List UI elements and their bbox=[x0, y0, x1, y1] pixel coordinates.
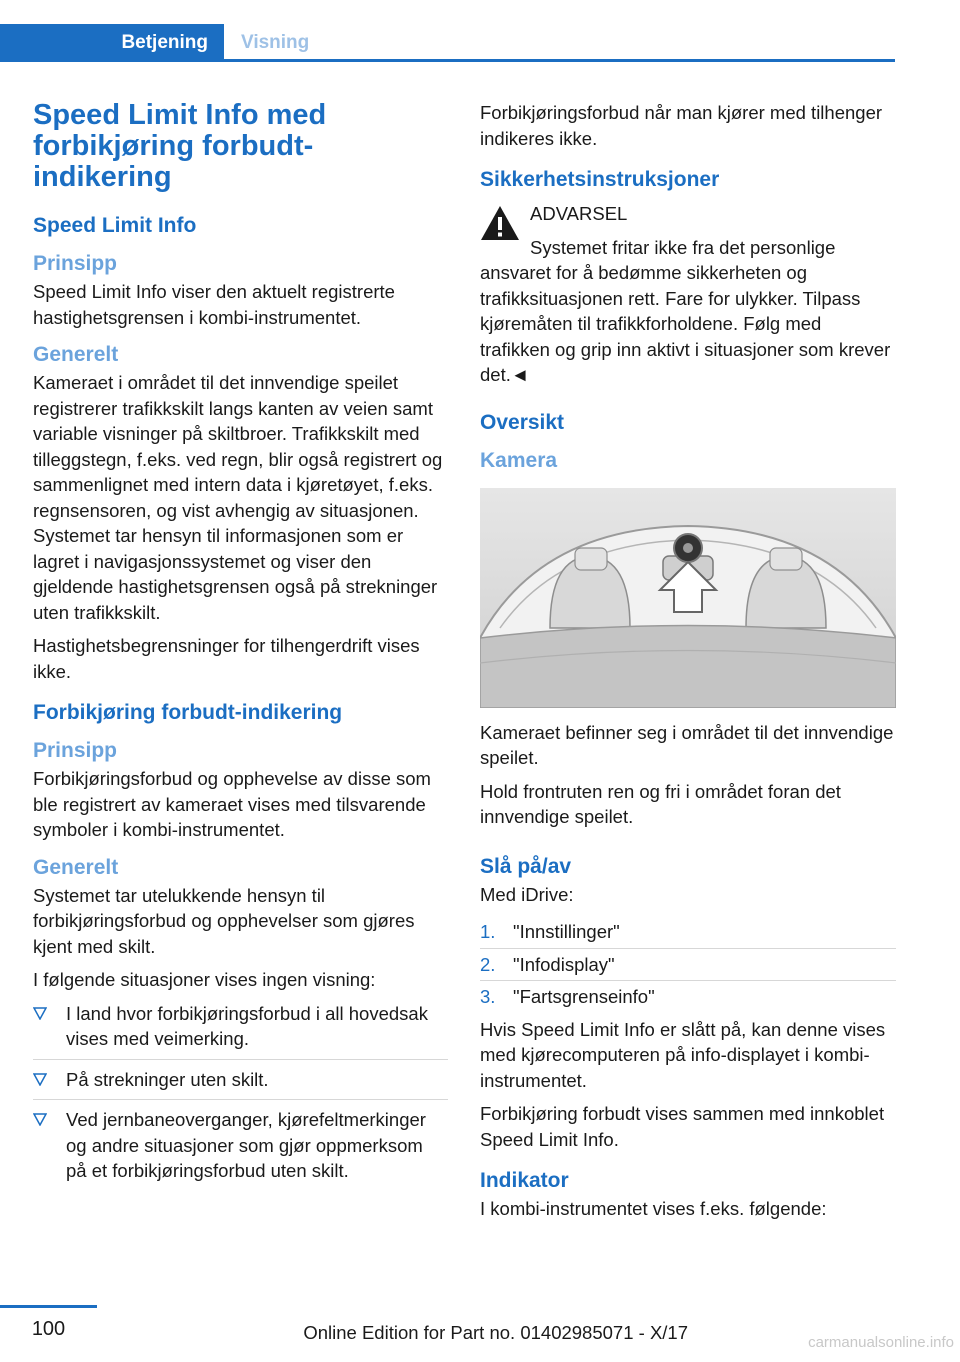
page-title: Speed Limit Info med forbikjøring forbudt-indikering bbox=[33, 99, 327, 193]
indicator-text: I kombi-instrumentet vises f.eks. følgende: bbox=[480, 1198, 827, 1219]
page-number: 100 bbox=[31, 1318, 66, 1340]
list-item: På strekninger uten skilt. bbox=[33, 1067, 448, 1101]
step-number: 1. bbox=[480, 921, 496, 942]
tab-visning[interactable]: Visning bbox=[241, 32, 310, 53]
trailer-overtaking-note: Forbikjøringsforbud når man kjører med tilhenger indikeres ikke. bbox=[480, 102, 883, 149]
subheading-principle: Prinsipp bbox=[33, 252, 118, 275]
list-item bbox=[480, 952, 896, 982]
no-display-list bbox=[33, 1001, 448, 1191]
combined-display-text: Forbikjøring forbudt vises sammen med innkoblet Speed Limit Info. bbox=[480, 1103, 885, 1150]
step-number: 3. bbox=[480, 986, 496, 1007]
onboard-computer-text: Hvis Speed Limit Info er slått på, kan denne vises med kjørecomputeren på info-displayet i kombi-instrumentet. bbox=[480, 1018, 886, 1091]
step-label: "Fartsgrenseinfo" bbox=[513, 986, 655, 1007]
triangle-bullet-icon bbox=[33, 1112, 47, 1126]
tab-bar-rule bbox=[0, 59, 895, 62]
subheading-general-2: Generelt bbox=[33, 855, 119, 879]
footer-rule bbox=[0, 1305, 97, 1308]
section-heading-speed-limit-info: Speed Limit Info bbox=[33, 214, 197, 237]
principle-text-2: Forbikjøringsforbud og opphevelse av disse som ble registrert av kameraet vises med tilsvarende symboler i kombi-instrumentet. bbox=[33, 768, 431, 840]
section-heading-overtaking: Forbikjøring forbudt-indikering bbox=[33, 701, 343, 724]
step-label: "Innstillinger" bbox=[513, 921, 620, 942]
warning-text: Systemet fritar ikke fra det personlige ansvaret for å bedømme sikkerheten og trafikksituasjonen rett. Fare for ulykker. Tilpass kjøremåten til trafikkforholdene. Følg med trafikken og grip inn aktivt i situasjoner som krever det.◄ bbox=[480, 236, 891, 385]
principle-text: Speed Limit Info viser den aktuelt registrerte hastighetsgrensen i kombi-instrumentet. bbox=[33, 281, 395, 328]
no-display-intro: I følgende situasjoner vises ingen visning: bbox=[33, 969, 376, 990]
tab-betjening[interactable]: Betjening bbox=[0, 24, 224, 62]
subheading-general: Generelt bbox=[33, 343, 119, 366]
triangle-bullet-icon bbox=[33, 1072, 47, 1086]
section-heading-safety: Sikkerhetsinstruksjoner bbox=[480, 168, 720, 191]
section-heading-indicator: Indikator bbox=[480, 1169, 569, 1192]
list-item bbox=[480, 984, 896, 1013]
camera-location-illustration bbox=[480, 488, 896, 708]
warning-block bbox=[480, 201, 896, 388]
general-text-2: Systemet tar utelukkende hensyn til forbikjøringsforbud og opphevelser som gjøres kjent med skilt. bbox=[33, 884, 415, 957]
step-number: 2. bbox=[480, 953, 496, 975]
chapter-tab-bar bbox=[0, 24, 895, 62]
idrive-text: Med iDrive: bbox=[480, 883, 574, 905]
triangle-bullet-icon bbox=[33, 1006, 47, 1020]
section-heading-overview: Oversikt bbox=[480, 410, 565, 434]
camera-clean-text: Hold frontruten ren og fri i området foran det innvendige speilet. bbox=[480, 780, 841, 827]
list-item: Ved jernbaneoverganger, kjørefeltmerkinger og andre situasjoner som gjør oppmerksom på et forbikjøringsforbud uten skilt. bbox=[33, 1107, 448, 1191]
step-label: "Infodisplay" bbox=[513, 953, 615, 975]
camera-location-text: Kameraet befinner seg i området til det innvendige speilet. bbox=[480, 721, 894, 768]
right-column bbox=[480, 100, 896, 1230]
section-heading-onoff: Slå på/av bbox=[480, 854, 572, 878]
list-item bbox=[480, 919, 896, 949]
trailer-note-text: Hastighetsbegrensninger for tilhengerdrift vises ikke. bbox=[33, 635, 420, 682]
subheading-principle-2: Prinsipp bbox=[33, 739, 118, 762]
list-item: I land hvor forbikjøringsforbud i all hovedsak vises med veimerking. bbox=[33, 1001, 448, 1060]
watermark: carmanualsonline.info bbox=[808, 1334, 954, 1351]
left-column bbox=[33, 100, 448, 1198]
edition-note: Online Edition for Part no. 01402985071 - X/17 bbox=[303, 1322, 688, 1343]
subheading-camera: Kamera bbox=[480, 448, 558, 472]
warning-label: ADVARSEL bbox=[530, 203, 628, 224]
general-text: Kameraet i området til det innvendige speilet registrerer trafikkskilt langs kanten av veien samt variable visninger på skiltbroer. Trafikkskilt med tilleggstegn, f.eks. ved regn, blir også registrert og sammenlignet med intern data i kjøretøyet, f.eks. regnsensoren, og vist avhengig av situasjonen. Systemet tar hensyn til informasjonen som er lagret i navigasjonssystemet og viser den gjeldende hastighetsgrensen også på strekninger uten trafikkskilt. bbox=[33, 372, 443, 623]
idrive-steps bbox=[480, 919, 896, 1013]
warning-triangle-icon bbox=[480, 205, 520, 241]
